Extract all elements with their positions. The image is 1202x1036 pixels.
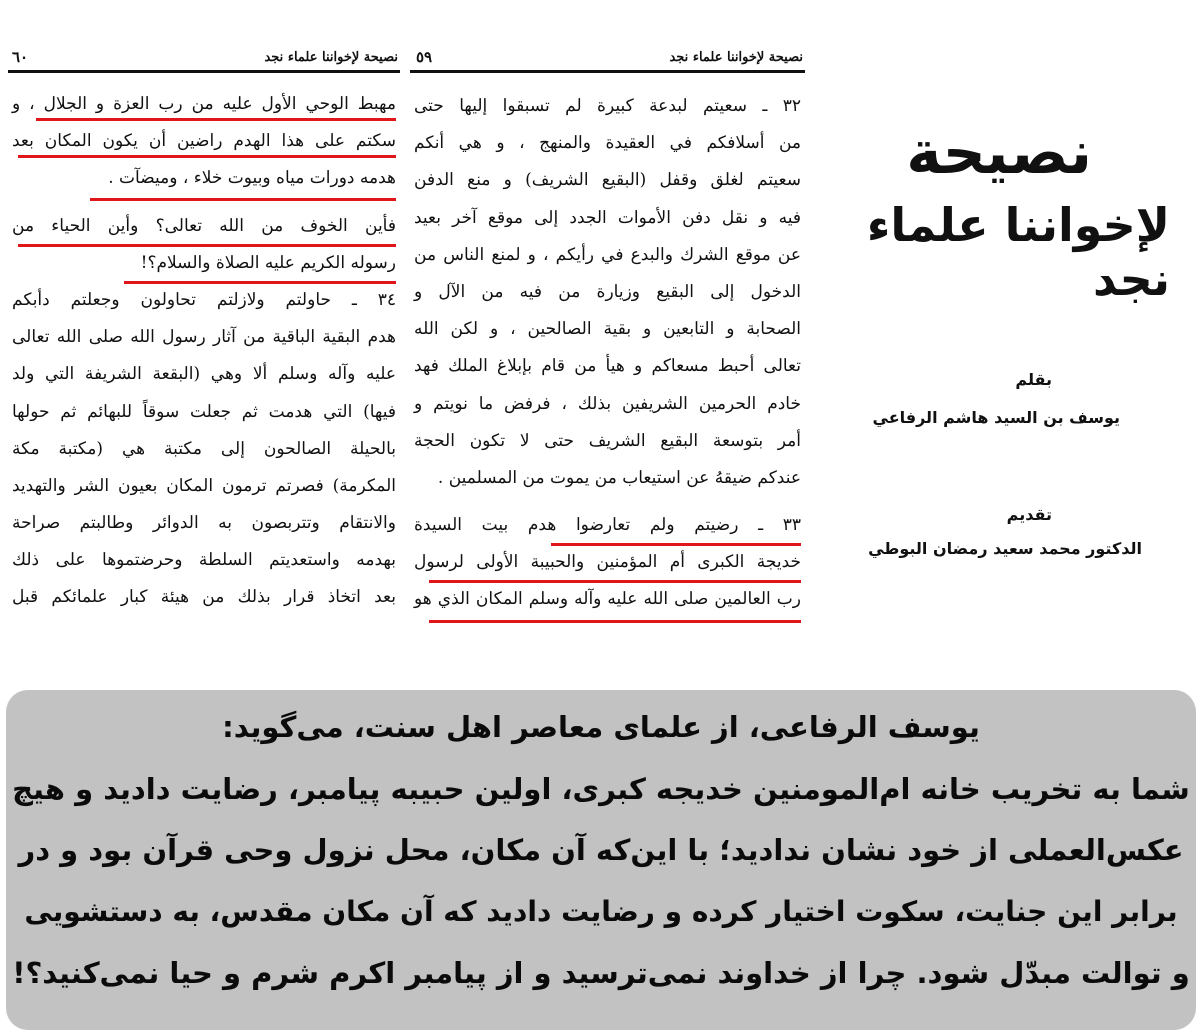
page-header (410, 50, 805, 73)
text-line: من أسلافكم في العقيدة والمنهج ، و هي أنكم (414, 133, 801, 154)
book-title-line2: لإخواننا علماء نجد (866, 198, 1170, 306)
text-line: فأين الخوف من الله تعالى؟ وأين الحياء من (12, 208, 396, 245)
book-page-60 (8, 0, 400, 690)
intro-label: تقديم (1006, 505, 1052, 524)
text-line: مهبط الوحي الأول عليه من رب العزة و الجلال ، و (12, 94, 396, 114)
running-title: نصيحة لإخواننا علماء نجد (264, 50, 398, 65)
book-title-line1: نصيحة (906, 118, 1092, 188)
running-title: نصيحة لإخواننا علماء نجد (669, 50, 803, 65)
text-line: ٣٢ ـ سعيتم لبدعة كبيرة لم تسبقوا إليها حتى (414, 96, 801, 116)
text-line: هدمه دورات مياه وبيوت خلاء ، وميضآت . (12, 160, 396, 197)
text-line: ٣٣ ـ رضيتم ولم تعارضوا هدم بيت السيدة (414, 507, 801, 544)
text-line: رسوله الكريم عليه الصلاة والسلام؟! (12, 245, 396, 282)
text-line: بعد اتخاذ قرار بذلك من هيئة كبار علمائكم قبل (12, 587, 396, 608)
caption-line: برابر این جنایت، سکوت اختیار کرده و رضایت دادید که آن مکان مقدس، به دستشویی (24, 895, 1178, 928)
red-underline (18, 155, 396, 158)
text-line: فيها) التي هدمت ثم جعلت سوقاً للبهائم ثم حولها (12, 401, 396, 422)
text-line: الصحابة و التابعين و بقية الصالحين ، و لكن الله (414, 319, 801, 340)
caption-line: و توالت مبدّل شود. چرا از خداوند نمی‌ترسید و از پیامبر اکرم شرم و حیا نمی‌کنید؟! (12, 956, 1190, 990)
red-underline (429, 620, 801, 623)
intro-author: الدكتور محمد سعيد رمضان البوطي (868, 539, 1142, 558)
text-line: خديجة الكبرى أم المؤمنين والحبيبة الأولى لرسول (414, 544, 801, 581)
text-line: خادم الحرمين الشريفين بذلك ، فرفض ما نويتم و (414, 393, 801, 414)
text-line: المكرمة) فصرتم ترمون المكان بعيون الشر والتهديد (12, 475, 396, 496)
page-body (12, 86, 396, 617)
text-line: سعيتم لغلق وقفل (البقيع الشريف) و منع الدفن (414, 170, 801, 191)
red-underline (90, 198, 396, 201)
page-number: ٥٩ (416, 48, 433, 66)
text-line: الدخول إلى البقيع وزيارة من فيه من الآل و (414, 281, 801, 302)
by-label: بقلم (1015, 370, 1052, 389)
text-line: سكتم على هذا الهدم راضين أن يكون المكان بعد (12, 123, 396, 160)
text-line: والانتقام وتتربصون به الدوائر وطالبتم صراحة (12, 513, 396, 534)
page-number: ٦٠ (12, 48, 29, 66)
text-line: بالحيلة الصالحون إلى مكتبة هي (مكتبة مكة (12, 438, 396, 459)
caption-line: شما به تخریب خانه ام‌المومنین خدیجه کبری، اولین حبیبه پیامبر، رضایت دادید و هیچ (12, 772, 1190, 806)
red-underline (36, 118, 396, 121)
text-line: بهدمه واستعديتم السلطة وحرضتموها على ذلك (12, 550, 396, 571)
caption-line: عکس‌العملی از خود نشان ندادید؛ با این‌که آن مکان، محل نزول وحی قرآن بود و در (18, 833, 1184, 867)
text-line: تعالى أحبط مسعاكم و هيأ من قام بإبلاغ الملك فهد (414, 356, 801, 377)
author-name: يوسف بن السيد هاشم الرفاعي (872, 408, 1120, 427)
caption-line: یوسف الرفاعی، از علمای معاصر اهل سنت، می‌گوید: (222, 710, 980, 744)
text-line: هدم البقية الباقية من آثار رسول الله صلى الله تعالى (12, 327, 396, 348)
persian-caption-box (6, 690, 1196, 1030)
book-title-page (812, 0, 1200, 690)
page-header (8, 50, 400, 73)
book-page-59 (410, 0, 805, 690)
text-line: عن موقع الشرك والبدع في رأيكم ، و لمنع الناس من (414, 244, 801, 265)
text-line: عليه وآله وسلم ألا وهي (البقعة الشريفة التي ولد (12, 364, 396, 385)
page-body (414, 88, 801, 619)
text-line: ٣٤ ـ حاولتم ولازلتم تحاولون وجعلتم دأبكم (12, 289, 396, 310)
text-line: رب العالمين صلى الله عليه وآله وسلم المكان الذي هو (414, 581, 801, 618)
text-line: عندكم ضيقهُ عن استيعاب من يموت من المسلمين . (437, 467, 801, 488)
text-line: فيه و نقل دفن الأموات الجدد إلى موقع آخر بعيد (414, 207, 801, 228)
text-line: أمر بتوسعة البقيع الشريف حتى لا تكون الحجة (414, 430, 801, 451)
